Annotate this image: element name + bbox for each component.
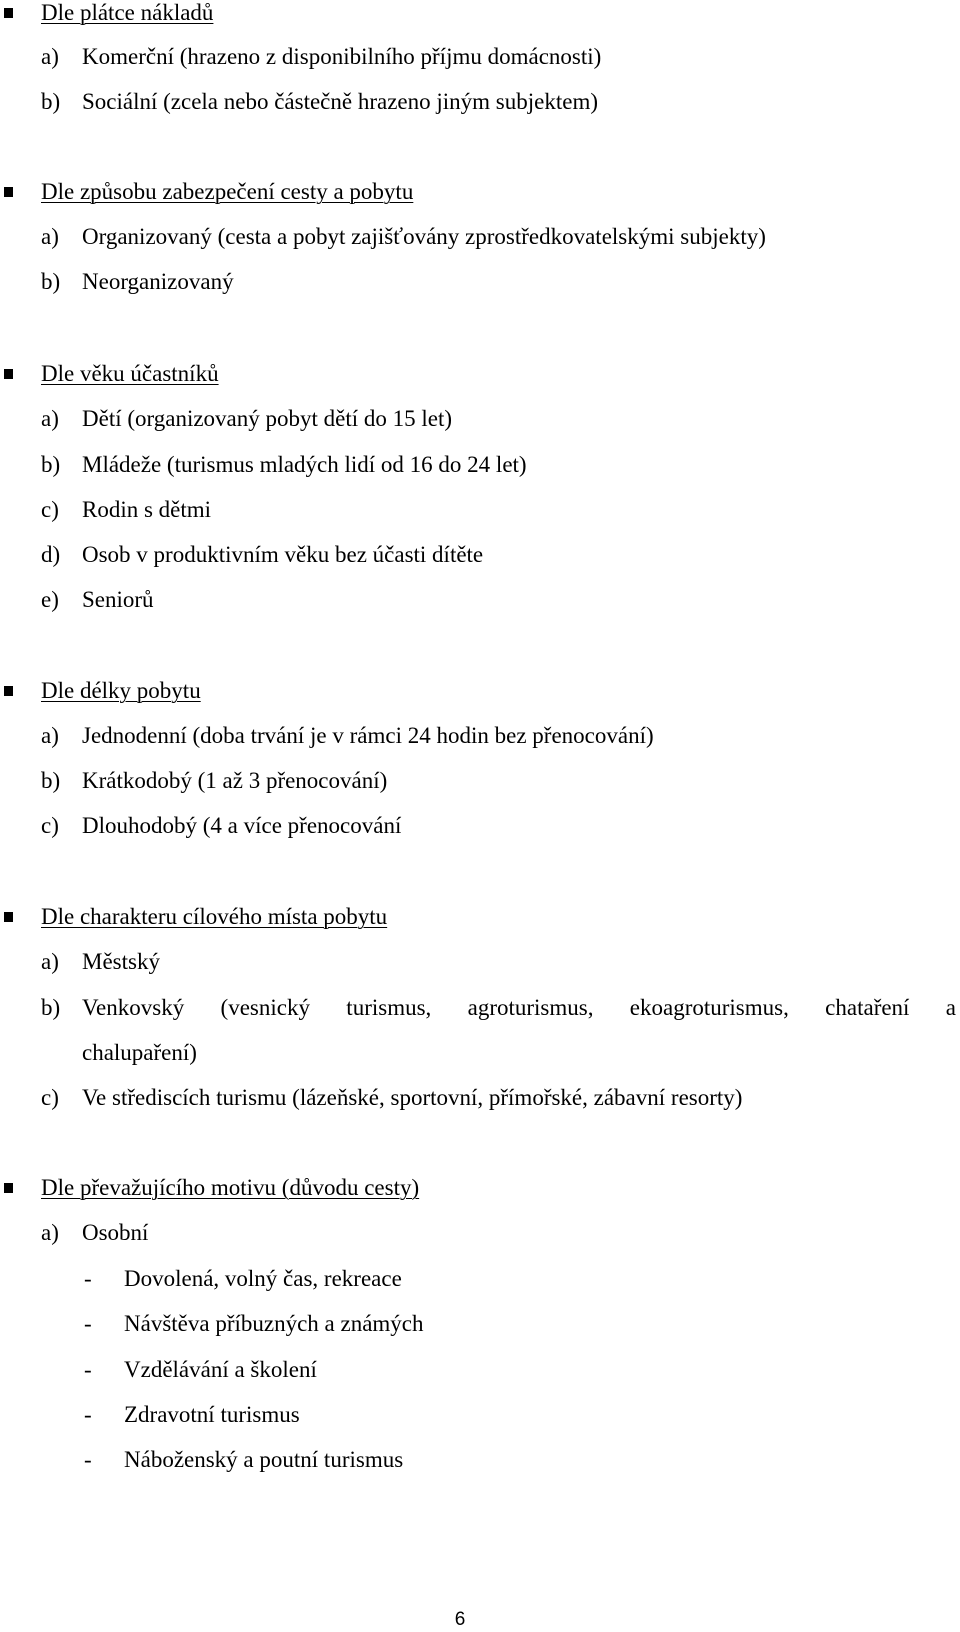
section-heading: Dle věku účastníků xyxy=(41,361,219,386)
sub-list-item-text: Návštěva příbuzných a známých xyxy=(124,1311,424,1336)
list-marker: b) xyxy=(41,768,61,793)
list-marker: b) xyxy=(41,995,61,1020)
list-item-text: Osob v produktivním věku bez účasti dítěte xyxy=(82,542,484,567)
square-bullet-icon xyxy=(4,369,13,379)
list-item-text: Sociální (zcela nebo částečně hrazeno jiným subjektem) xyxy=(82,89,599,114)
list-item-text: Osobní xyxy=(82,1220,149,1245)
list-marker: b) xyxy=(41,452,61,477)
list-marker: a) xyxy=(41,44,59,69)
sub-list-item-text: Dovolená, volný čas, rekreace xyxy=(124,1266,402,1291)
list-item-text: Jednodenní (doba trvání je v rámci 24 hodin bez přenocování) xyxy=(82,723,654,748)
square-bullet-icon xyxy=(4,8,13,18)
section-heading: Dle charakteru cílového místa pobytu xyxy=(41,904,388,929)
list-marker: a) xyxy=(41,949,59,974)
list-marker: a) xyxy=(41,1220,59,1245)
list-item-text: Dětí (organizovaný pobyt dětí do 15 let) xyxy=(82,406,453,431)
list-marker: a) xyxy=(41,406,59,431)
list-item-text: Krátkodobý (1 až 3 přenocování) xyxy=(82,768,388,793)
sub-list-item-text: Vzdělávání a školení xyxy=(124,1357,317,1382)
section-heading: Dle převažujícího motivu (důvodu cesty) xyxy=(41,1175,420,1200)
list-marker: c) xyxy=(41,1085,59,1110)
list-item-text: Městský xyxy=(82,949,160,974)
list-item-text: Mládeže (turismus mladých lidí od 16 do 24 let) xyxy=(82,452,527,477)
list-marker: c) xyxy=(41,813,59,838)
dash-marker: - xyxy=(84,1447,92,1472)
square-bullet-icon xyxy=(4,686,13,696)
list-marker: b) xyxy=(41,89,61,114)
list-marker: a) xyxy=(41,224,59,249)
section-heading: Dle plátce nákladů xyxy=(41,0,214,25)
list-item-text: Ve střediscích turismu (lázeňské, sportovní, přímořské, zábavní resorty) xyxy=(82,1085,743,1110)
section-heading: Dle způsobu zabezpečení cesty a pobytu xyxy=(41,179,414,204)
list-marker: a) xyxy=(41,723,59,748)
dash-marker: - xyxy=(84,1311,92,1336)
list-item-text: Komerční (hrazeno z disponibilního příjmu domácnosti) xyxy=(82,44,602,69)
sub-list-item-text: Zdravotní turismus xyxy=(124,1402,300,1427)
list-item-text: Seniorů xyxy=(82,587,154,612)
list-item-text: Venkovský (vesnický turismus, agroturismus, ekoagroturismus, chataření a xyxy=(82,995,956,1020)
dash-marker: - xyxy=(84,1266,92,1291)
list-marker: c) xyxy=(41,497,59,522)
dash-marker: - xyxy=(84,1357,92,1382)
sub-list-item-text: Náboženský a poutní turismus xyxy=(124,1447,404,1472)
list-marker: b) xyxy=(41,269,61,294)
square-bullet-icon xyxy=(4,1183,13,1193)
square-bullet-icon xyxy=(4,187,13,197)
list-marker: e) xyxy=(41,587,59,612)
list-item-text: Dlouhodobý (4 a více přenocování xyxy=(82,813,402,838)
list-item-text: chalupaření) xyxy=(82,1040,197,1065)
square-bullet-icon xyxy=(4,912,13,922)
list-item-text: Organizovaný (cesta a pobyt zajišťovány zprostředkovatelskými subjekty) xyxy=(82,224,766,249)
section-heading: Dle délky pobytu xyxy=(41,678,201,703)
list-marker: d) xyxy=(41,542,61,567)
list-item-text: Neorganizovaný xyxy=(82,269,234,294)
page-number: 6 xyxy=(454,1609,466,1630)
list-item-text: Rodin s dětmi xyxy=(82,497,212,522)
dash-marker: - xyxy=(84,1402,92,1427)
